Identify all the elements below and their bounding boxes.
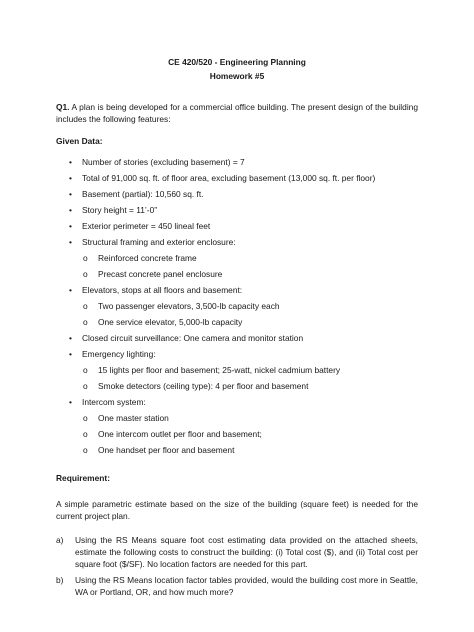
given-data-sublist [82,412,418,456]
given-data-item-text: Intercom system: [82,397,146,407]
document-subtitle: Homework #5 [209,71,265,81]
given-data-item [56,284,418,328]
requirement-part-marker: a) [56,535,64,545]
given-data-item [56,172,418,184]
question-paragraph [56,101,418,125]
given-data-item-text: Basement (partial): 10,560 sq. ft. [82,189,204,199]
given-data-item [56,236,418,280]
question-text: A plan is being developed for a commercial office building. The present design of the building includes the following features: [56,102,418,124]
given-data-subitem: o One handset per floor and basement [82,444,418,456]
given-data-subitem: o Smoke detectors (ceiling type): 4 per floor and basement [82,380,418,392]
given-data-item-text: Number of stories (excluding basement) = 7 [82,157,245,167]
given-data-item [56,332,418,344]
given-data-subitem: o Two passenger elevators, 3,500-lb capacity each [82,300,418,312]
given-data-subitem: o Reinforced concrete frame [82,252,418,264]
requirement-parts-list [56,534,418,598]
given-data-sublist [82,252,418,280]
given-data-item-text: Total of 91,000 sq. ft. of floor area, excluding basement (13,000 sq. ft. per floor) [82,173,376,183]
given-data-item [56,220,418,232]
given-data-subitem: o One intercom outlet per floor and basement; [82,428,418,440]
given-data-item [56,396,418,456]
given-data-heading: Given Data: [56,136,103,146]
given-data-item [56,188,418,200]
requirement-text: A simple parametric estimate based on the size of the building (square feet) is needed for the current project plan. [56,499,418,521]
requirement-part-marker: b) [56,575,64,585]
given-data-item-text: Story height = 11’-0” [82,205,158,215]
given-data-item [56,348,418,392]
requirement-part-text: Using the RS Means square foot cost estimating data provided on the attached sheets, estimate the following costs to construct the building: (i) Total cost ($), and (ii) Total cost per square foot ($/SF). No location factors are needed for this part. [75,535,418,569]
given-data-item-text: Closed circuit surveillance: One camera and monitor station [82,333,304,343]
given-data-subitem: o One master station [82,412,418,424]
given-data-item-text: Emergency lighting: [82,349,156,359]
given-data-item-text: Elevators, stops at all floors and basement: [82,285,243,295]
given-data-subitem: o 15 lights per floor and basement; 25-watt, nickel cadmium battery [82,364,418,376]
given-data-subitem: o One service elevator, 5,000-lb capacity [82,316,418,328]
given-data-list [56,156,418,456]
given-data-item [56,204,418,216]
document-title: CE 420/520 - Engineering Planning [168,57,306,67]
given-data-item-text: Exterior perimeter = 450 lineal feet [82,221,211,231]
given-data-item [56,156,418,168]
question-label: Q1. [56,102,70,112]
given-data-sublist [82,300,418,328]
given-data-item-text: Structural framing and exterior enclosure: [82,237,236,247]
requirement-heading: Requirement: [56,473,110,483]
given-data-subitem: o Precast concrete panel enclosure [82,268,418,280]
requirement-part-text: Using the RS Means location factor tables provided, would the building cost more in Seattle, WA or Portland, OR, and how much more? [75,575,418,597]
requirement-part [56,534,418,570]
requirement-part [56,574,418,598]
given-data-sublist [82,364,418,392]
